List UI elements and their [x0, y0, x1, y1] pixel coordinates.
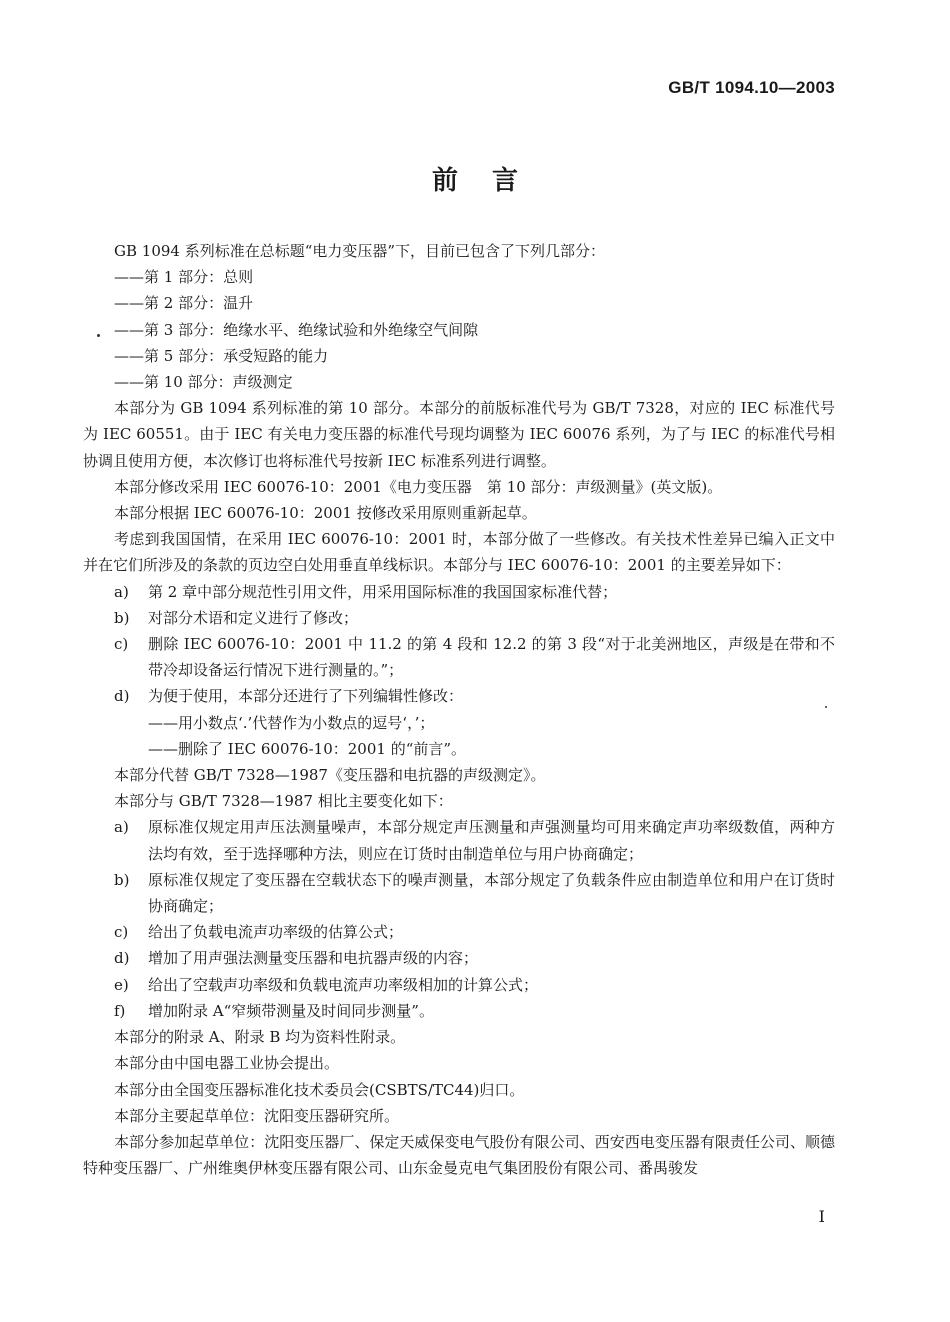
item-text: 增加了用声强法测量变压器和电抗器声级的内容； — [148, 949, 479, 968]
part-item: ——第 5 部分：承受短路的能力 — [114, 346, 329, 365]
change-item — [83, 998, 835, 1024]
difference-item — [83, 631, 835, 683]
item-label: f) — [114, 1001, 126, 1020]
part-item: ——第 3 部分：绝缘水平、绝缘试验和外绝缘空气间隙 — [114, 320, 479, 339]
paragraph-differences: 考虑到我国国情，在采用 IEC 60076-10：2001 时，本部分做了一些修改。有关技术性差异已编入正文中并在它们所涉及的条款的页边空白处用垂直单线标识。本部分与 IEC 60076-10：2001 的主要差异如下： — [83, 530, 835, 575]
paragraph-committee: 本部分由全国变压器标准化技术委员会(CSBTS/TC44)归口。 — [114, 1080, 525, 1099]
change-item — [83, 814, 835, 866]
difference-item — [83, 605, 835, 631]
part-item: ——第 2 部分：温升 — [114, 294, 254, 313]
part-item: ——第 10 部分：声级测定 — [114, 373, 293, 392]
part-item: ——第 1 部分：总则 — [114, 268, 254, 287]
paragraph-changes: 本部分与 GB/T 7328—1987 相比主要变化如下： — [114, 792, 453, 811]
item-text: 为便于使用，本部分还进行了下列编辑性修改： — [148, 687, 464, 706]
item-label: d) — [114, 949, 130, 968]
paragraph-participants: 本部分参加起草单位：沈阳变压器厂、保定天威保变电气股份有限公司、西安西电变压器有限责任公司、顺德特种变压器厂、广州维奥伊林变压器有限公司、山东金曼克电气集团股份有限公司、番禺骏发 — [83, 1132, 835, 1178]
item-text: 对部分术语和定义进行了修改； — [148, 608, 359, 627]
item-text: 给出了负载电流声功率级的估算公式； — [148, 923, 404, 942]
scan-speck — [825, 706, 827, 708]
item-label: c) — [114, 635, 129, 654]
difference-item — [83, 579, 835, 605]
document-code: GB/T 1094.10—2003 — [668, 78, 835, 97]
paragraph-adoption: 本部分修改采用 IEC 60076-10：2001《电力变压器 第 10 部分：声级测量》(英文版)。 — [114, 477, 723, 496]
paragraph-main-drafter: 本部分主要起草单位：沈阳变压器研究所。 — [114, 1106, 400, 1125]
item-text: 增加附录 A“窄频带测量及时间同步测量”。 — [148, 1001, 434, 1020]
page-title: 前言 — [431, 166, 552, 196]
item-text: 原标准仅规定了变压器在空载状态下的噪声测量，本部分规定了负载条件应由制造单位和用户在订货时协商确定； — [148, 870, 835, 916]
item-label: e) — [114, 975, 129, 994]
difference-item — [83, 683, 835, 709]
scan-speck — [97, 334, 100, 337]
paragraph-series: 本部分为 GB 1094 系列标准的第 10 部分。本部分的前版标准代号为 GB/T 7328，对应的 IEC 标准代号为 IEC 60551。由于 IEC 有关电力变压器的标准代号现均调整为 IEC 60076 系列，为了与 IEC 的标准代号相协调且使用方便，本次修订也将标准代号按新 IEC 标准系列进行调整。 — [83, 399, 835, 470]
item-text: 原标准仅规定用声压法测量噪声，本部分规定声压测量和声强测量均可用来确定声功率级数值，两种方法均有效，至于选择哪种方法，则应在订货时由制造单位与用户协商确定； — [148, 818, 835, 863]
item-label: c) — [114, 923, 129, 942]
edit-item: ——用小数点‘.’代替作为小数点的逗号‘，’； — [148, 713, 435, 732]
intro-paragraph: GB 1094 系列标准在总标题“电力变压器”下，目前已包含了下列几部分： — [114, 242, 606, 260]
preface-body — [83, 238, 835, 1181]
paragraph-proposer: 本部分由中国电器工业协会提出。 — [114, 1054, 340, 1073]
edit-item: ——删除了 IEC 60076-10：2001 的“前言”。 — [148, 739, 467, 758]
change-item — [83, 867, 835, 919]
change-item — [83, 945, 835, 971]
item-text: 第 2 章中部分规范性引用文件，用采用国际标准的我国国家标准代替； — [148, 582, 618, 601]
item-label: d) — [114, 687, 130, 706]
item-label: a) — [114, 818, 129, 837]
page-number: I — [818, 1207, 825, 1226]
paragraph-drafting: 本部分根据 IEC 60076-10：2001 按修改采用原则重新起草。 — [114, 504, 537, 523]
change-item — [83, 919, 835, 945]
paragraph-replaces: 本部分代替 GB/T 7328—1987《变压器和电抗器的声级测定》。 — [114, 766, 546, 785]
item-text: 给出了空载声功率级和负载电流声功率级相加的计算公式； — [148, 975, 539, 994]
item-label: b) — [114, 608, 130, 627]
item-text: 删除 IEC 60076-10：2001 中 11.2 的第 4 段和 12.2 的第 3 段“对于北美洲地区，声级是在带和不带冷却设备运行情况下进行测量的。”； — [148, 635, 835, 680]
item-label: b) — [114, 870, 130, 889]
item-label: a) — [114, 582, 129, 601]
paragraph-annexes: 本部分的附录 A、附录 B 均为资料性附录。 — [114, 1028, 406, 1047]
change-item — [83, 972, 835, 998]
